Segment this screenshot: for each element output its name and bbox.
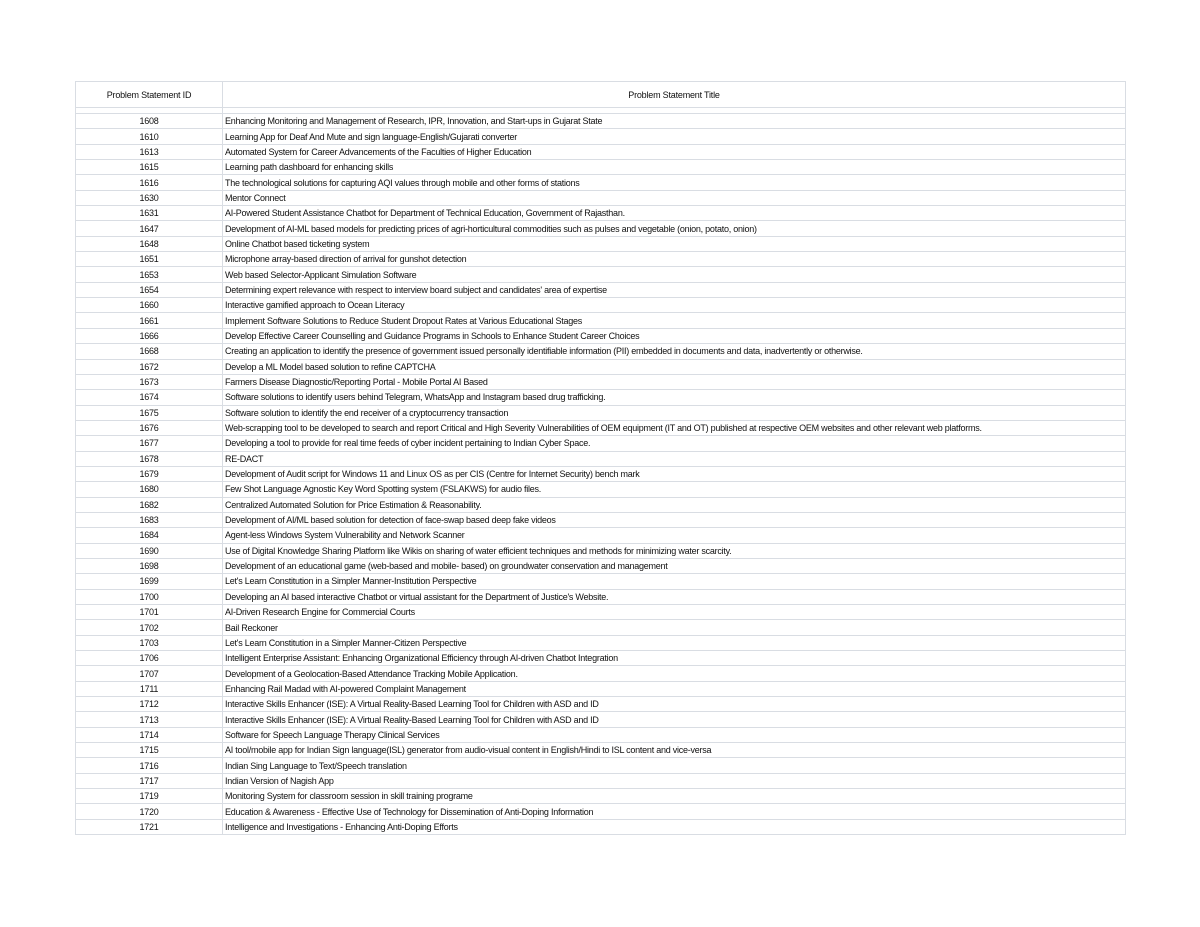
problem-statement-id-cell: 1654: [76, 282, 223, 297]
problem-statement-title-cell: Education & Awareness - Effective Use of Technology for Dissemination of Anti-Doping Information: [223, 804, 1126, 819]
problem-statement-id-cell: 1712: [76, 697, 223, 712]
problem-statement-id-cell: 1720: [76, 804, 223, 819]
problem-statement-id-cell: 1660: [76, 298, 223, 313]
problem-statement-id-cell: 1648: [76, 236, 223, 251]
problem-statement-id-cell: 1683: [76, 512, 223, 527]
problem-statement-title-cell: The technological solutions for capturing AQI values through mobile and other forms of stations: [223, 175, 1126, 190]
problem-statement-title-cell: Develop a ML Model based solution to refine CAPTCHA: [223, 359, 1126, 374]
table-row: [76, 466, 1126, 481]
problem-statement-id-cell: 1714: [76, 727, 223, 742]
table-row: [76, 666, 1126, 681]
table-row: [76, 789, 1126, 804]
problem-statement-id-cell: 1716: [76, 758, 223, 773]
table-row: [76, 528, 1126, 543]
problem-statement-title-cell: Creating an application to identify the presence of government issued personally identifiable information (PII) embedded in documents and data, inadvertently or otherwise.: [223, 344, 1126, 359]
table-row: [76, 635, 1126, 650]
table-body: [76, 108, 1126, 835]
table-row: [76, 712, 1126, 727]
table-row: [76, 390, 1126, 405]
problem-statement-table: [75, 81, 1126, 835]
problem-statement-id-cell: 1707: [76, 666, 223, 681]
table-row: [76, 206, 1126, 221]
problem-statement-id-cell: 1672: [76, 359, 223, 374]
table-row: [76, 589, 1126, 604]
table-row: [76, 558, 1126, 573]
table-row: [76, 359, 1126, 374]
problem-statement-title-cell: Enhancing Monitoring and Management of Research, IPR, Innovation, and Start-ups in Gujarat State: [223, 114, 1126, 129]
problem-statement-id-cell: 1674: [76, 390, 223, 405]
problem-statement-title-cell: Monitoring System for classroom session in skill training programe: [223, 789, 1126, 804]
problem-statement-title-cell: Interactive Skills Enhancer (ISE): A Virtual Reality-Based Learning Tool for Children with ASD and ID: [223, 712, 1126, 727]
table-row: [76, 175, 1126, 190]
problem-statement-title-cell: Developing an AI based interactive Chatbot or virtual assistant for the Department of Justice's Website.: [223, 589, 1126, 604]
problem-statement-title-cell: Development of a Geolocation-Based Attendance Tracking Mobile Application.: [223, 666, 1126, 681]
problem-statement-title-cell: Implement Software Solutions to Reduce Student Dropout Rates at Various Educational Stages: [223, 313, 1126, 328]
problem-statement-id-cell: 1702: [76, 620, 223, 635]
table-row: [76, 681, 1126, 696]
problem-statement-id-cell: 1666: [76, 328, 223, 343]
problem-statement-title-cell: Use of Digital Knowledge Sharing Platform like Wikis on sharing of water efficient techniques and methods for minimizing water scarcity.: [223, 543, 1126, 558]
header-problem-statement-id: Problem Statement ID: [76, 82, 223, 108]
table-row: [76, 298, 1126, 313]
problem-statement-id-cell: 1647: [76, 221, 223, 236]
problem-statement-id-cell: 1698: [76, 558, 223, 573]
table-row: [76, 313, 1126, 328]
problem-statement-title-cell: Bail Reckoner: [223, 620, 1126, 635]
table-row: [76, 512, 1126, 527]
table-row: [76, 328, 1126, 343]
problem-statement-title-cell: Software for Speech Language Therapy Clinical Services: [223, 727, 1126, 742]
table-row: [76, 420, 1126, 435]
table-row: [76, 282, 1126, 297]
problem-statement-title-cell: Mentor Connect: [223, 190, 1126, 205]
problem-statement-id-cell: 1690: [76, 543, 223, 558]
problem-statement-title-cell: Intelligence and Investigations - Enhancing Anti-Doping Efforts: [223, 819, 1126, 834]
problem-statement-title-cell: RE-DACT: [223, 451, 1126, 466]
problem-statement-title-cell: Learning App for Deaf And Mute and sign language-English/Gujarati converter: [223, 129, 1126, 144]
problem-statement-id-cell: 1719: [76, 789, 223, 804]
problem-statement-title-cell: Web based Selector-Applicant Simulation Software: [223, 267, 1126, 282]
problem-statement-title-cell: AI tool/mobile app for Indian Sign language(ISL) generator from audio-visual content in English/Hindi to ISL content and vice-versa: [223, 743, 1126, 758]
problem-statement-title-cell: AI-Powered Student Assistance Chatbot for Department of Technical Education, Government of Rajasthan.: [223, 206, 1126, 221]
problem-statement-id-cell: 1653: [76, 267, 223, 282]
problem-statement-title-cell: Developing a tool to provide for real time feeds of cyber incident pertaining to Indian Cyber Space.: [223, 436, 1126, 451]
table-row: [76, 482, 1126, 497]
problem-statement-id-cell: 1717: [76, 773, 223, 788]
problem-statement-title-cell: Indian Sing Language to Text/Speech translation: [223, 758, 1126, 773]
table-row: [76, 436, 1126, 451]
problem-statement-title-cell: Automated System for Career Advancements of the Faculties of Higher Education: [223, 144, 1126, 159]
problem-statement-id-cell: 1703: [76, 635, 223, 650]
problem-statement-title-cell: Development of AI/ML based solution for detection of face-swap based deep fake videos: [223, 512, 1126, 527]
problem-statement-id-cell: 1684: [76, 528, 223, 543]
problem-statement-id-cell: 1711: [76, 681, 223, 696]
problem-statement-title-cell: Learning path dashboard for enhancing skills: [223, 160, 1126, 175]
problem-statement-id-cell: 1706: [76, 651, 223, 666]
problem-statement-id-cell: 1631: [76, 206, 223, 221]
problem-statement-title-cell: Few Shot Language Agnostic Key Word Spotting system (FSLAKWS) for audio files.: [223, 482, 1126, 497]
problem-statement-title-cell: Intelligent Enterprise Assistant: Enhancing Organizational Efficiency through AI-driven Chatbot Integration: [223, 651, 1126, 666]
problem-statement-id-cell: 1715: [76, 743, 223, 758]
table-row: [76, 727, 1126, 742]
problem-statement-id-cell: 1721: [76, 819, 223, 834]
problem-statement-id-cell: 1651: [76, 252, 223, 267]
table-row: [76, 344, 1126, 359]
problem-statement-title-cell: Let's Learn Constitution in a Simpler Manner-Citizen Perspective: [223, 635, 1126, 650]
problem-statement-id-cell: 1676: [76, 420, 223, 435]
problem-statement-title-cell: Interactive gamified approach to Ocean Literacy: [223, 298, 1126, 313]
problem-statement-id-cell: 1613: [76, 144, 223, 159]
table-header-row: [76, 82, 1126, 108]
table-row: [76, 405, 1126, 420]
problem-statement-id-cell: 1679: [76, 466, 223, 481]
problem-statement-id-cell: 1661: [76, 313, 223, 328]
problem-statement-id-cell: 1678: [76, 451, 223, 466]
problem-statement-title-cell: Development of an educational game (web-based and mobile- based) on groundwater conservation and management: [223, 558, 1126, 573]
problem-statement-id-cell: 1616: [76, 175, 223, 190]
problem-statement-id-cell: 1699: [76, 574, 223, 589]
problem-statement-title-cell: Agent-less Windows System Vulnerability and Network Scanner: [223, 528, 1126, 543]
table-row: [76, 267, 1126, 282]
problem-statement-id-cell: 1615: [76, 160, 223, 175]
problem-statement-id-cell: 1677: [76, 436, 223, 451]
problem-statement-title-cell: AI-Driven Research Engine for Commercial Courts: [223, 605, 1126, 620]
problem-statement-title-cell: Interactive Skills Enhancer (ISE): A Virtual Reality-Based Learning Tool for Children with ASD and ID: [223, 697, 1126, 712]
table-row: [76, 236, 1126, 251]
problem-statement-id-cell: 1610: [76, 129, 223, 144]
problem-statement-title-cell: Development of Audit script for Windows 11 and Linux OS as per CIS (Centre for Internet Security) bench mark: [223, 466, 1126, 481]
table-row: [76, 451, 1126, 466]
problem-statement-title-cell: Centralized Automated Solution for Price Estimation & Reasonability.: [223, 497, 1126, 512]
problem-statement-id-cell: 1682: [76, 497, 223, 512]
table-row: [76, 114, 1126, 129]
problem-statement-id-cell: 1608: [76, 114, 223, 129]
table-row: [76, 497, 1126, 512]
table-row: [76, 374, 1126, 389]
table-row: [76, 252, 1126, 267]
table-row: [76, 190, 1126, 205]
table-row: [76, 758, 1126, 773]
problem-statement-title-cell: Develop Effective Career Counselling and Guidance Programs in Schools to Enhance Student Career Choices: [223, 328, 1126, 343]
problem-statement-title-cell: Farmers Disease Diagnostic/Reporting Portal - Mobile Portal AI Based: [223, 374, 1126, 389]
problem-statement-id-cell: 1668: [76, 344, 223, 359]
problem-statement-id-cell: 1713: [76, 712, 223, 727]
table-row: [76, 574, 1126, 589]
problem-statement-title-cell: Online Chatbot based ticketing system: [223, 236, 1126, 251]
problem-statement-title-cell: Indian Version of Nagish App: [223, 773, 1126, 788]
problem-statement-title-cell: Determining expert relevance with respect to interview board subject and candidates' area of expertise: [223, 282, 1126, 297]
table-row: [76, 743, 1126, 758]
problem-statement-title-cell: Software solution to identify the end receiver of a cryptocurrency transaction: [223, 405, 1126, 420]
table-row: [76, 543, 1126, 558]
table-row: [76, 605, 1126, 620]
problem-statement-id-cell: 1700: [76, 589, 223, 604]
problem-statement-id-cell: 1630: [76, 190, 223, 205]
problem-statement-title-cell: Software solutions to identify users behind Telegram, WhatsApp and Instagram based drug trafficking.: [223, 390, 1126, 405]
table-row: [76, 819, 1126, 834]
problem-statement-title-cell: Let's Learn Constitution in a Simpler Manner-Institution Perspective: [223, 574, 1126, 589]
problem-statement-id-cell: 1673: [76, 374, 223, 389]
table-row: [76, 620, 1126, 635]
header-problem-statement-title: Problem Statement Title: [223, 82, 1126, 108]
problem-statement-id-cell: 1680: [76, 482, 223, 497]
problem-statement-title-cell: Web-scrapping tool to be developed to search and report Critical and High Severity Vulnerabilities of OEM equipment (IT and OT) published at respective OEM websites and other relevant web platforms.: [223, 420, 1126, 435]
problem-statement-id-cell: 1675: [76, 405, 223, 420]
problem-statement-title-cell: Enhancing Rail Madad with AI-powered Complaint Management: [223, 681, 1126, 696]
table-row: [76, 144, 1126, 159]
problem-statement-id-cell: 1701: [76, 605, 223, 620]
problem-statement-title-cell: Development of AI-ML based models for predicting prices of agri-horticultural commodities such as pulses and vegetable (onion, potato, onion): [223, 221, 1126, 236]
table-row: [76, 804, 1126, 819]
table-row: [76, 697, 1126, 712]
table-row: [76, 221, 1126, 236]
table-row: [76, 773, 1126, 788]
table-row: [76, 651, 1126, 666]
spreadsheet-page: [75, 81, 1125, 835]
table-row: [76, 160, 1126, 175]
problem-statement-title-cell: Microphone array-based direction of arrival for gunshot detection: [223, 252, 1126, 267]
table-row: [76, 129, 1126, 144]
